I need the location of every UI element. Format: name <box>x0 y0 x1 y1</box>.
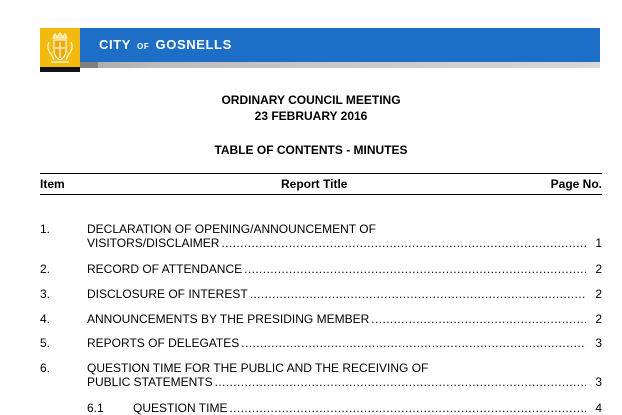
toc-title: QUESTION TIME FOR THE PUBLIC AND THE RECEIVING OF <box>87 361 429 375</box>
banner-gray-strip <box>80 62 600 68</box>
city-name <box>99 37 232 52</box>
toc-number: 5. <box>40 336 51 350</box>
toc-title: DECLARATION OF OPENING/ANNOUNCEMENT OF <box>87 222 376 236</box>
toc-page: 2 <box>595 262 602 276</box>
city-logo <box>40 28 80 72</box>
toc-title: TABLE OF CONTENTS - MINUTES <box>214 143 408 157</box>
col-page-header: Page No. <box>550 177 602 191</box>
toc-leader <box>215 375 586 389</box>
header-rule-top <box>40 173 602 174</box>
toc-number: 4. <box>40 312 51 326</box>
toc-number: 6.1 <box>87 401 104 415</box>
toc-page: 4 <box>595 401 602 415</box>
toc-leader <box>250 287 586 301</box>
toc-title: QUESTION TIME <box>133 401 228 415</box>
col-title-header: Report Title <box>281 177 348 191</box>
city-crest-icon <box>40 28 80 68</box>
meeting-title: ORDINARY COUNCIL MEETING <box>221 93 401 107</box>
toc-number: 3. <box>40 287 51 301</box>
toc-title: RECORD OF ATTENDANCE <box>87 262 243 276</box>
header-rule-bottom <box>40 194 602 195</box>
toc-page: 1 <box>595 236 602 250</box>
toc-leader <box>241 336 586 350</box>
toc-leader <box>371 312 586 326</box>
toc-page: 3 <box>595 375 602 389</box>
toc-subrow[interactable] <box>87 401 602 415</box>
toc-leader <box>244 262 586 276</box>
toc-number: 6. <box>40 361 51 375</box>
brand-name: GOSNELLS <box>155 37 232 52</box>
toc-number: 2. <box>40 262 51 276</box>
toc-title: ANNOUNCEMENTS BY THE PRESIDING MEMBER <box>87 312 370 326</box>
toc-leader <box>221 236 586 250</box>
toc-number: 1. <box>40 222 51 236</box>
toc-page: 2 <box>595 287 602 301</box>
city-banner <box>40 28 600 72</box>
toc-title: DISCLOSURE OF INTEREST <box>87 287 248 301</box>
toc-title: REPORTS OF DELEGATES <box>87 336 240 350</box>
toc-page: 3 <box>595 336 602 350</box>
brand-city: CITY <box>99 37 131 52</box>
toc-title-cont: PUBLIC STATEMENTS <box>87 375 213 389</box>
col-item-header: Item <box>40 177 65 191</box>
toc-title-cont: VISITORS/DISCLAIMER <box>87 236 220 250</box>
meeting-date: 23 FEBRUARY 2016 <box>254 109 368 123</box>
toc-leader <box>229 401 586 415</box>
toc-page: 2 <box>595 312 602 326</box>
brand-of: OF <box>137 42 150 51</box>
